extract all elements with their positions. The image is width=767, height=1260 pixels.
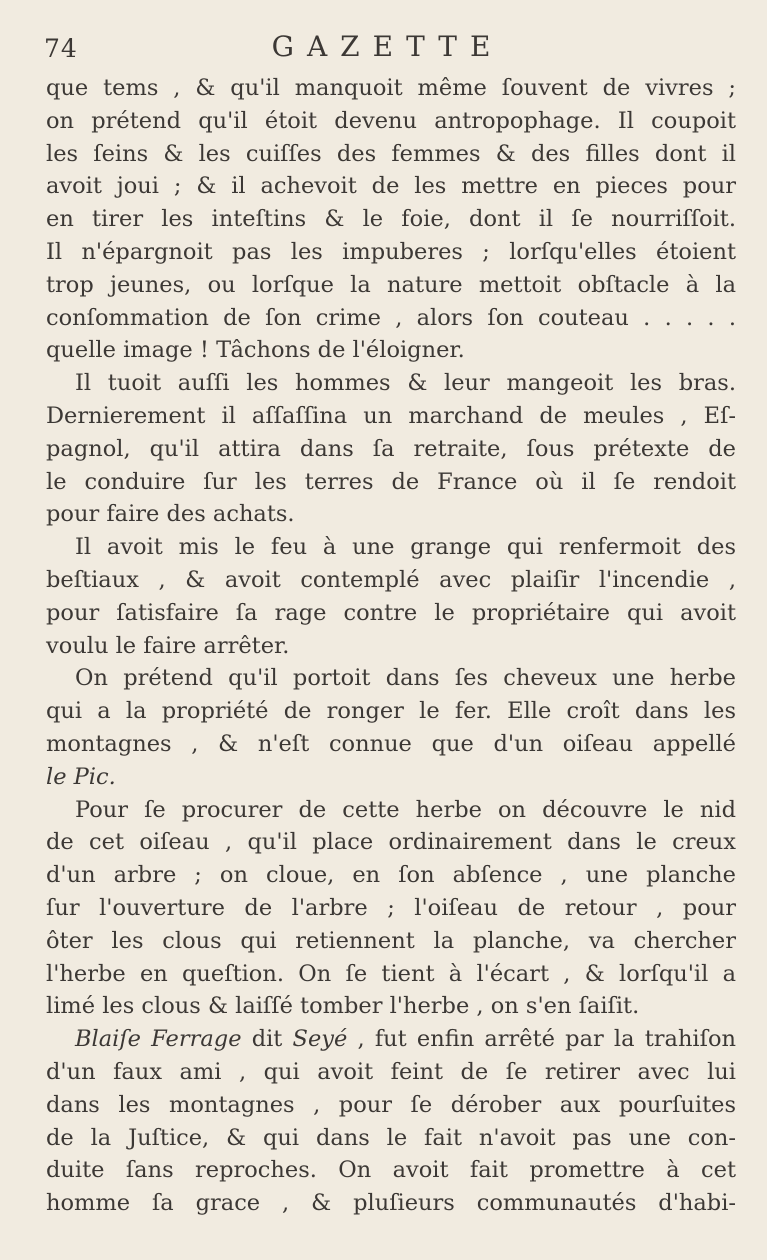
text-line [46,367,736,400]
text-line [46,630,736,663]
text-line [46,466,736,499]
text-line [46,334,736,367]
text-line [46,400,736,433]
text-line [46,794,736,827]
text-run: ôter les clous qui retiennent la planche, va chercher [46,927,736,954]
text-line [46,662,736,695]
text-line [46,138,736,171]
text-line [46,1089,736,1122]
text-line [46,728,736,761]
text-line [46,433,736,466]
text-line [46,1187,736,1220]
text-line [46,1122,736,1155]
text-run: pour faire des achats. [46,501,295,528]
text-run: les ſeins & les cuiſſes des femmes & des filles dont il [46,140,736,167]
text-run: trop jeunes, ou lorſque la nature mettoit obſtacle à la [46,271,736,298]
text-run: pour ſatisfaire ſa rage contre le propriétaire qui avoit [46,599,736,626]
text-run: de la Juſtice, & qui dans le fait n'avoit pas une con- [46,1124,736,1151]
text-line [46,170,736,203]
text-run: avoit joui ; & il achevoit de les mettre en pieces pour [46,173,736,200]
text-run: d'un arbre ; on cloue, en ſon abſence , une planche [46,862,736,889]
text-line [46,72,736,105]
running-title: GAZETTE [271,30,504,63]
text-run: qui a la propriété de ronger le fer. Elle croît dans les [46,698,736,725]
text-line [46,695,736,728]
text-run: Il avoit mis le feu à une grange qui renfermoit des [75,534,736,561]
text-line [46,761,736,794]
text-line [46,1056,736,1089]
text-line [46,498,736,531]
text-run: montagnes , & n'eſt connue que d'un oiſeau appellé [46,730,736,757]
text-run: Pour ſe procurer de cette herbe on découvre le nid [75,796,736,823]
text-run: ſur l'ouverture de l'arbre ; l'oiſeau de retour , pour [46,894,736,921]
text-line [46,826,736,859]
text-line [46,236,736,269]
text-run: voulu le faire arrêter. [46,632,290,659]
text-run: d'un faux ami , qui avoit feint de ſe retirer avec lui [46,1058,736,1085]
text-line [46,958,736,991]
text-run: quelle image ! Tâchons de l'éloigner. [46,337,465,364]
text-run: dans les montagnes , pour ſe dérober aux pourſuites [46,1091,736,1118]
text-run: beſtiaux , & avoit contemplé avec plaiſir l'incendie , [46,566,736,593]
body-text [46,72,736,1220]
text-run: en tirer les inteſtins & le foie, dont il ſe nourriſſoit. [46,206,736,233]
text-run: dit [241,1026,293,1053]
italic-text: le Pic. [46,763,116,790]
page-number: 74 [44,34,78,63]
italic-text: Blaiſe Ferrage [75,1026,242,1053]
text-line [46,1154,736,1187]
text-run: l'herbe en queſtion. On ſe tient à l'écart , & lorſqu'il a [46,960,736,987]
text-line [46,892,736,925]
text-run: , fut enfin arrêté par la trahiſon [347,1026,736,1053]
text-run: duite ſans reproches. On avoit fait promettre à cet [46,1157,736,1184]
text-line [46,859,736,892]
italic-text: Seyé [292,1026,348,1053]
text-run: on prétend qu'il étoit devenu antropophage. Il coupoit [46,107,736,134]
text-line [46,925,736,958]
text-run: de cet oiſeau , qu'il place ordinairement dans le creux [46,829,736,856]
text-run: pagnol, qu'il attira dans ſa retraite, ſous prétexte de [46,435,736,462]
text-run: conſommation de ſon crime , alors ſon couteau . . . . . [46,304,736,331]
text-run: Dernierement il aſſaſſina un marchand de meules , Eſ- [46,402,736,429]
text-run: homme ſa grace , & pluſieurs communautés d'habi- [46,1190,736,1217]
text-run: le conduire ſur les terres de France où il ſe rendoit [46,468,736,495]
text-line [46,597,736,630]
text-line [46,269,736,302]
text-line [46,105,736,138]
text-run: On prétend qu'il portoit dans ſes cheveux une herbe [75,665,736,692]
text-line [46,531,736,564]
page-header [0,30,767,70]
text-line [46,203,736,236]
text-run: que tems , & qu'il manquoit même ſouvent de vivres ; [46,75,736,101]
text-line [46,990,736,1023]
text-run: Il n'épargnoit pas les impuberes ; lorſqu'elles étoient [46,238,736,265]
text-line [46,564,736,597]
text-run: Il tuoit auſſi les hommes & leur mangeoit les bras. [75,370,736,397]
text-line [46,1023,736,1056]
text-run: limé les clous & laiſſé tomber l'herbe , on s'en ſaiſit. [46,993,640,1020]
text-line [46,302,736,335]
